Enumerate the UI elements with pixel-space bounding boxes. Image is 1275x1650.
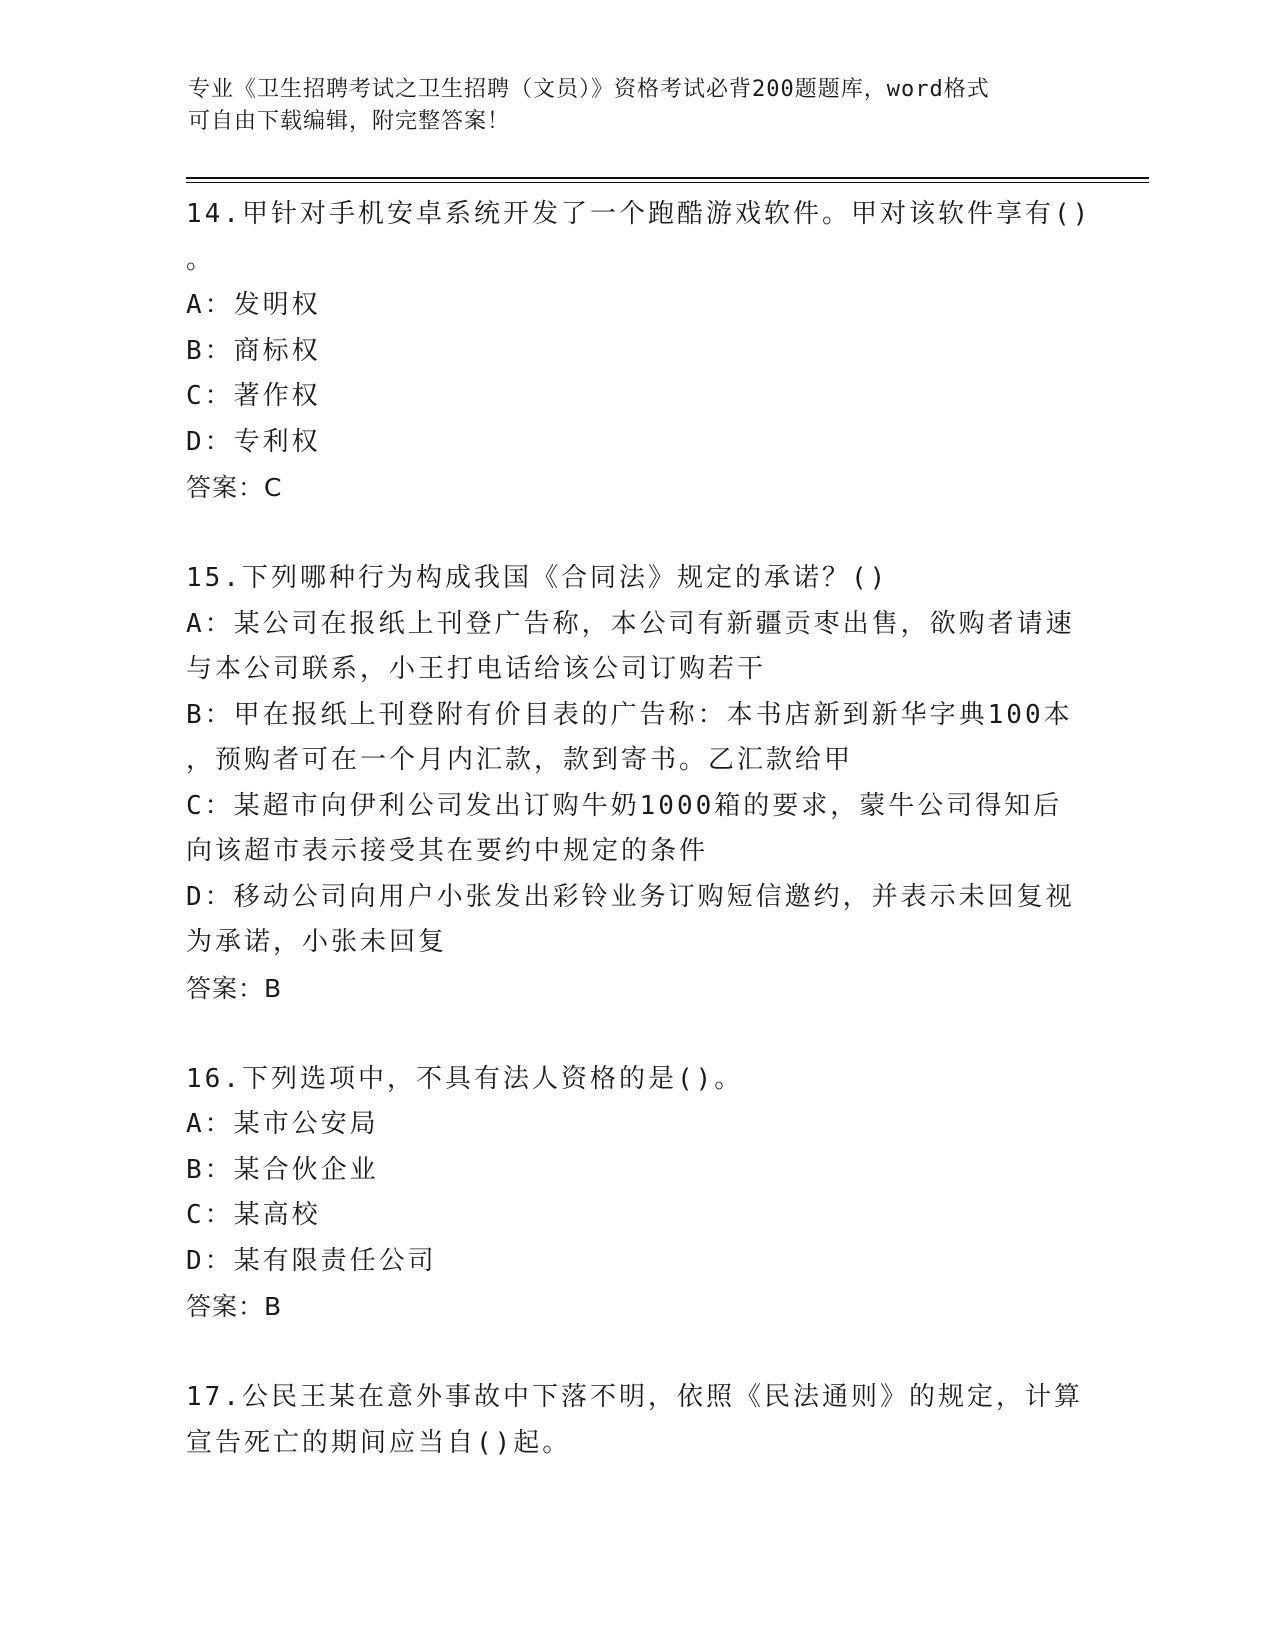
option-text: C：某高校 [186,1200,321,1230]
answer-text: 答案：B [186,1292,283,1321]
option-text: A：发明权 [186,290,321,320]
option-text: 向该超市表示接受其在要约中规定的条件 [186,836,709,866]
option-text: A：某公司在报纸上刊登广告称，本公司有新疆贡枣出售，欲购者请速 [186,608,1075,639]
question-list [186,192,1092,1466]
option-text: 为承诺，小张未回复 [186,927,448,957]
question-text: 15.下列哪种行为构成我国《合同法》规定的承诺？() [186,563,889,593]
header-rule [186,177,1149,179]
question-block [186,1375,1086,1466]
option-text: 与本公司联系，小王打电话给该公司订购若干 [186,654,767,684]
header-line: 可自由下载编辑，附完整答案！ [188,109,511,134]
question-text: 宣告死亡的期间应当自()起。 [186,1427,572,1458]
answer-text: 答案：B [186,973,283,1003]
question-block [186,556,1086,1057]
option-text: D：移动公司向用户小张发出彩铃业务订购短信邀约，并表示未回复视 [186,881,1075,912]
document-header [188,74,1068,138]
option-text: B：某合伙企业 [186,1154,379,1185]
option-text: ，预购者可在一个月内汇款，款到寄书。乙汇款给甲 [186,745,854,775]
option-text: A：某市公安局 [186,1109,379,1139]
question-text: 。 [186,244,216,275]
option-text: B：甲在报纸上刊登附有价目表的广告称：本书店新到新华字典100本 [186,699,1073,730]
question-block [186,1057,1086,1376]
spacer [186,1011,1086,1057]
question-text: 17.公民王某在意外事故中下落不明，依照《民法通则》的规定，计算 [186,1382,1083,1412]
option-text: D：某有限责任公司 [186,1245,437,1276]
question-block [186,192,1092,556]
spacer [186,1330,1086,1376]
option-text: C：某超市向伊利公司发出订购牛奶1000箱的要求，蒙牛公司得知后 [186,790,1063,821]
question-text: 14.甲针对手机安卓系统开发了一个跑酷游戏软件。甲对该软件享有() [186,199,1092,229]
question-text: 16.下列选项中，不具有法人资格的是()。 [186,1063,744,1094]
header-rule-thin [186,182,1149,183]
option-text: C：著作权 [186,381,321,411]
spacer [186,511,1086,557]
header-line: 专业《卫生招聘考试之卫生招聘（文员）》资格考试必背200题题库，word格式 [188,77,990,102]
answer-text: 答案：C [186,473,283,502]
option-text: D：专利权 [186,426,321,457]
option-text: B：商标权 [186,335,321,366]
